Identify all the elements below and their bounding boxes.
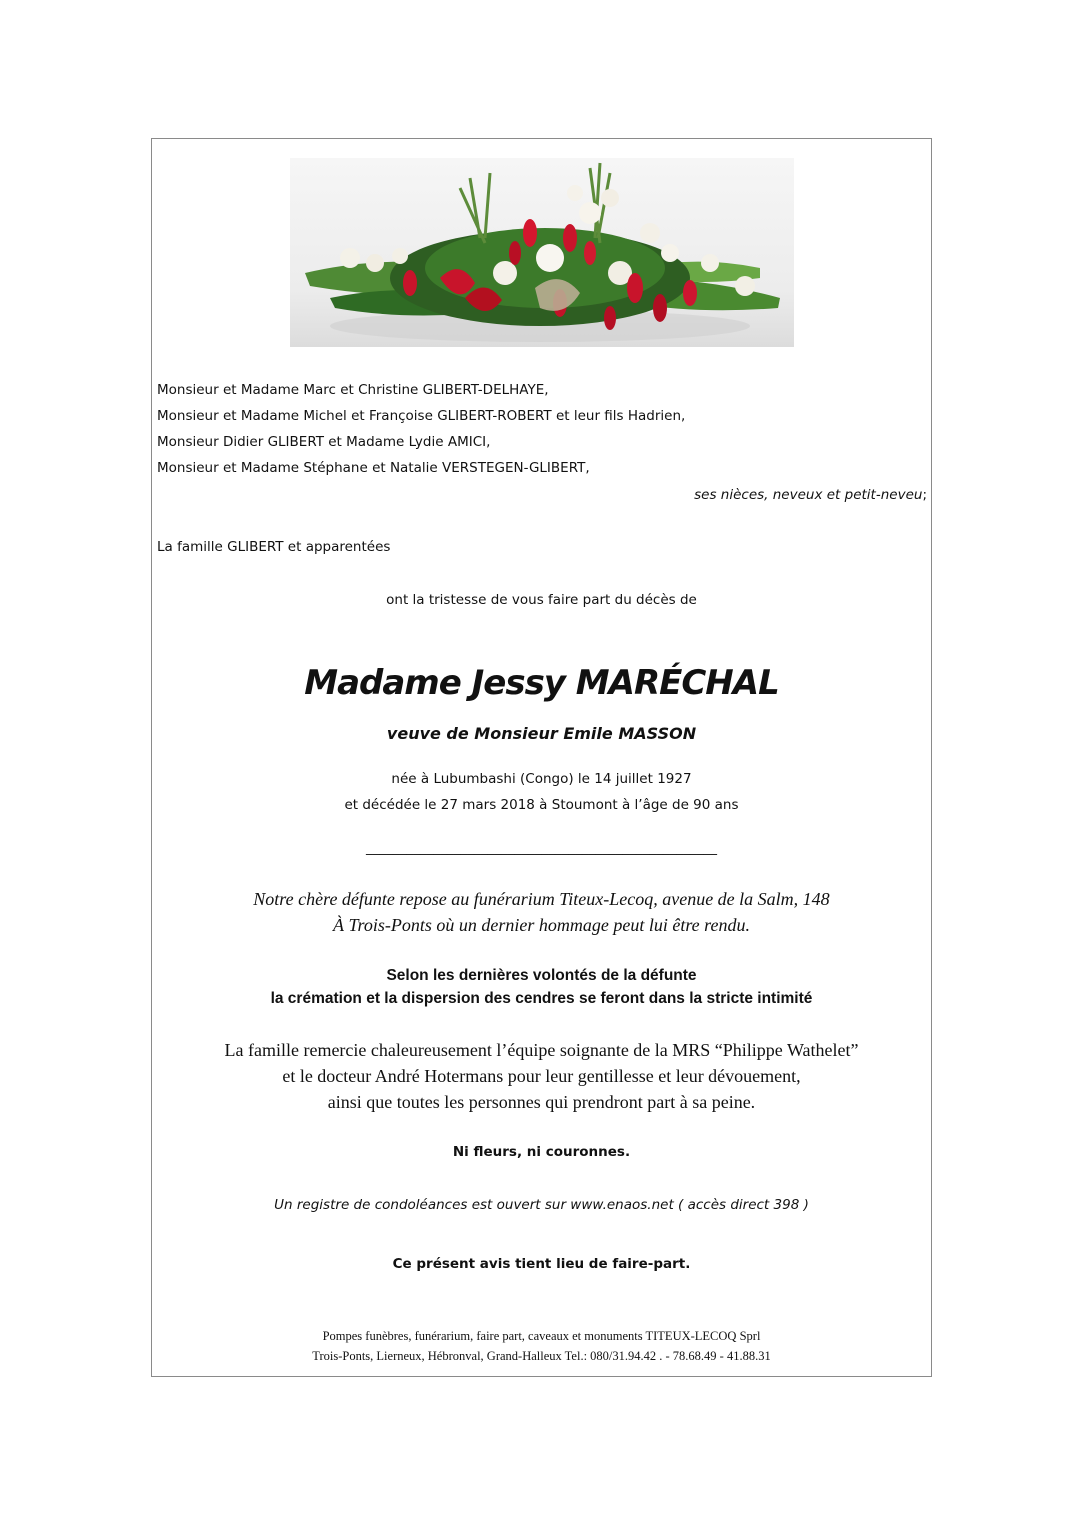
family-extended: La famille GLIBERT et apparentées xyxy=(157,539,391,555)
birth-line: née à Lubumbashi (Congo) le 14 juillet 1927 xyxy=(391,771,692,787)
family-relation-punct: ; xyxy=(922,487,927,503)
separator-line: ____________________________________________________ xyxy=(366,840,717,856)
widow-of-line: veuve de Monsieur Emile MASSON xyxy=(386,724,697,743)
family-line-4: Monsieur et Madame Stéphane et Natalie VERSTEGEN-GLIBERT, xyxy=(157,460,590,476)
footer-line-1: Pompes funèbres, funérarium, faire part, caveaux et monuments TITEUX-LECOQ Sprl xyxy=(322,1329,761,1343)
thanks-line-3: ainsi que toutes les personnes qui prendront part à sa peine. xyxy=(327,1092,756,1112)
flower-arrangement-illustration xyxy=(290,158,794,347)
funerarium-line-2: À Trois-Ponts où un dernier hommage peut lui être rendu. xyxy=(333,915,750,935)
family-relation xyxy=(694,487,927,503)
announcement-line: ont la tristesse de vous faire part du décès de xyxy=(386,592,697,608)
family-relation-text: ses nièces, neveux et petit-neveu xyxy=(694,487,923,503)
notice-line: Ce présent avis tient lieu de faire-part. xyxy=(392,1256,691,1272)
thanks-line-2: et le docteur André Hotermans pour leur gentillesse et leur dévouement, xyxy=(282,1066,801,1086)
no-flowers-line: Ni fleurs, ni couronnes. xyxy=(452,1144,631,1160)
wishes-line-2: la crémation et la dispersion des cendres se feront dans la stricte intimité xyxy=(270,990,813,1007)
funerarium-line-1: Notre chère défunte repose au funérarium Titeux-Lecoq, avenue de la Salm, 148 xyxy=(253,889,830,909)
deceased-name: Madame Jessy MARÉCHAL xyxy=(304,663,779,703)
register-line: Un registre de condoléances est ouvert sur www.enaos.net ( accès direct 398 ) xyxy=(274,1197,809,1213)
wishes-line-1: Selon les dernières volontés de la défunte xyxy=(386,967,697,984)
thanks-line-1: La famille remercie chaleureusement l’équipe soignante de la MRS “Philippe Wathelet” xyxy=(224,1040,859,1060)
death-line: et décédée le 27 mars 2018 à Stoumont à l’âge de 90 ans xyxy=(344,797,739,813)
family-line-2: Monsieur et Madame Michel et Françoise GLIBERT-ROBERT et leur fils Hadrien, xyxy=(157,408,686,424)
footer-line-2: Trois-Ponts, Lierneux, Hébronval, Grand-Halleux Tel.: 080/31.94.42 . - 78.68.49 - 41.88.31 xyxy=(312,1349,771,1363)
family-line-1: Monsieur et Madame Marc et Christine GLIBERT-DELHAYE, xyxy=(157,382,549,398)
flower-arrangement-image xyxy=(290,158,794,347)
family-line-3: Monsieur Didier GLIBERT et Madame Lydie AMICI, xyxy=(157,434,491,450)
